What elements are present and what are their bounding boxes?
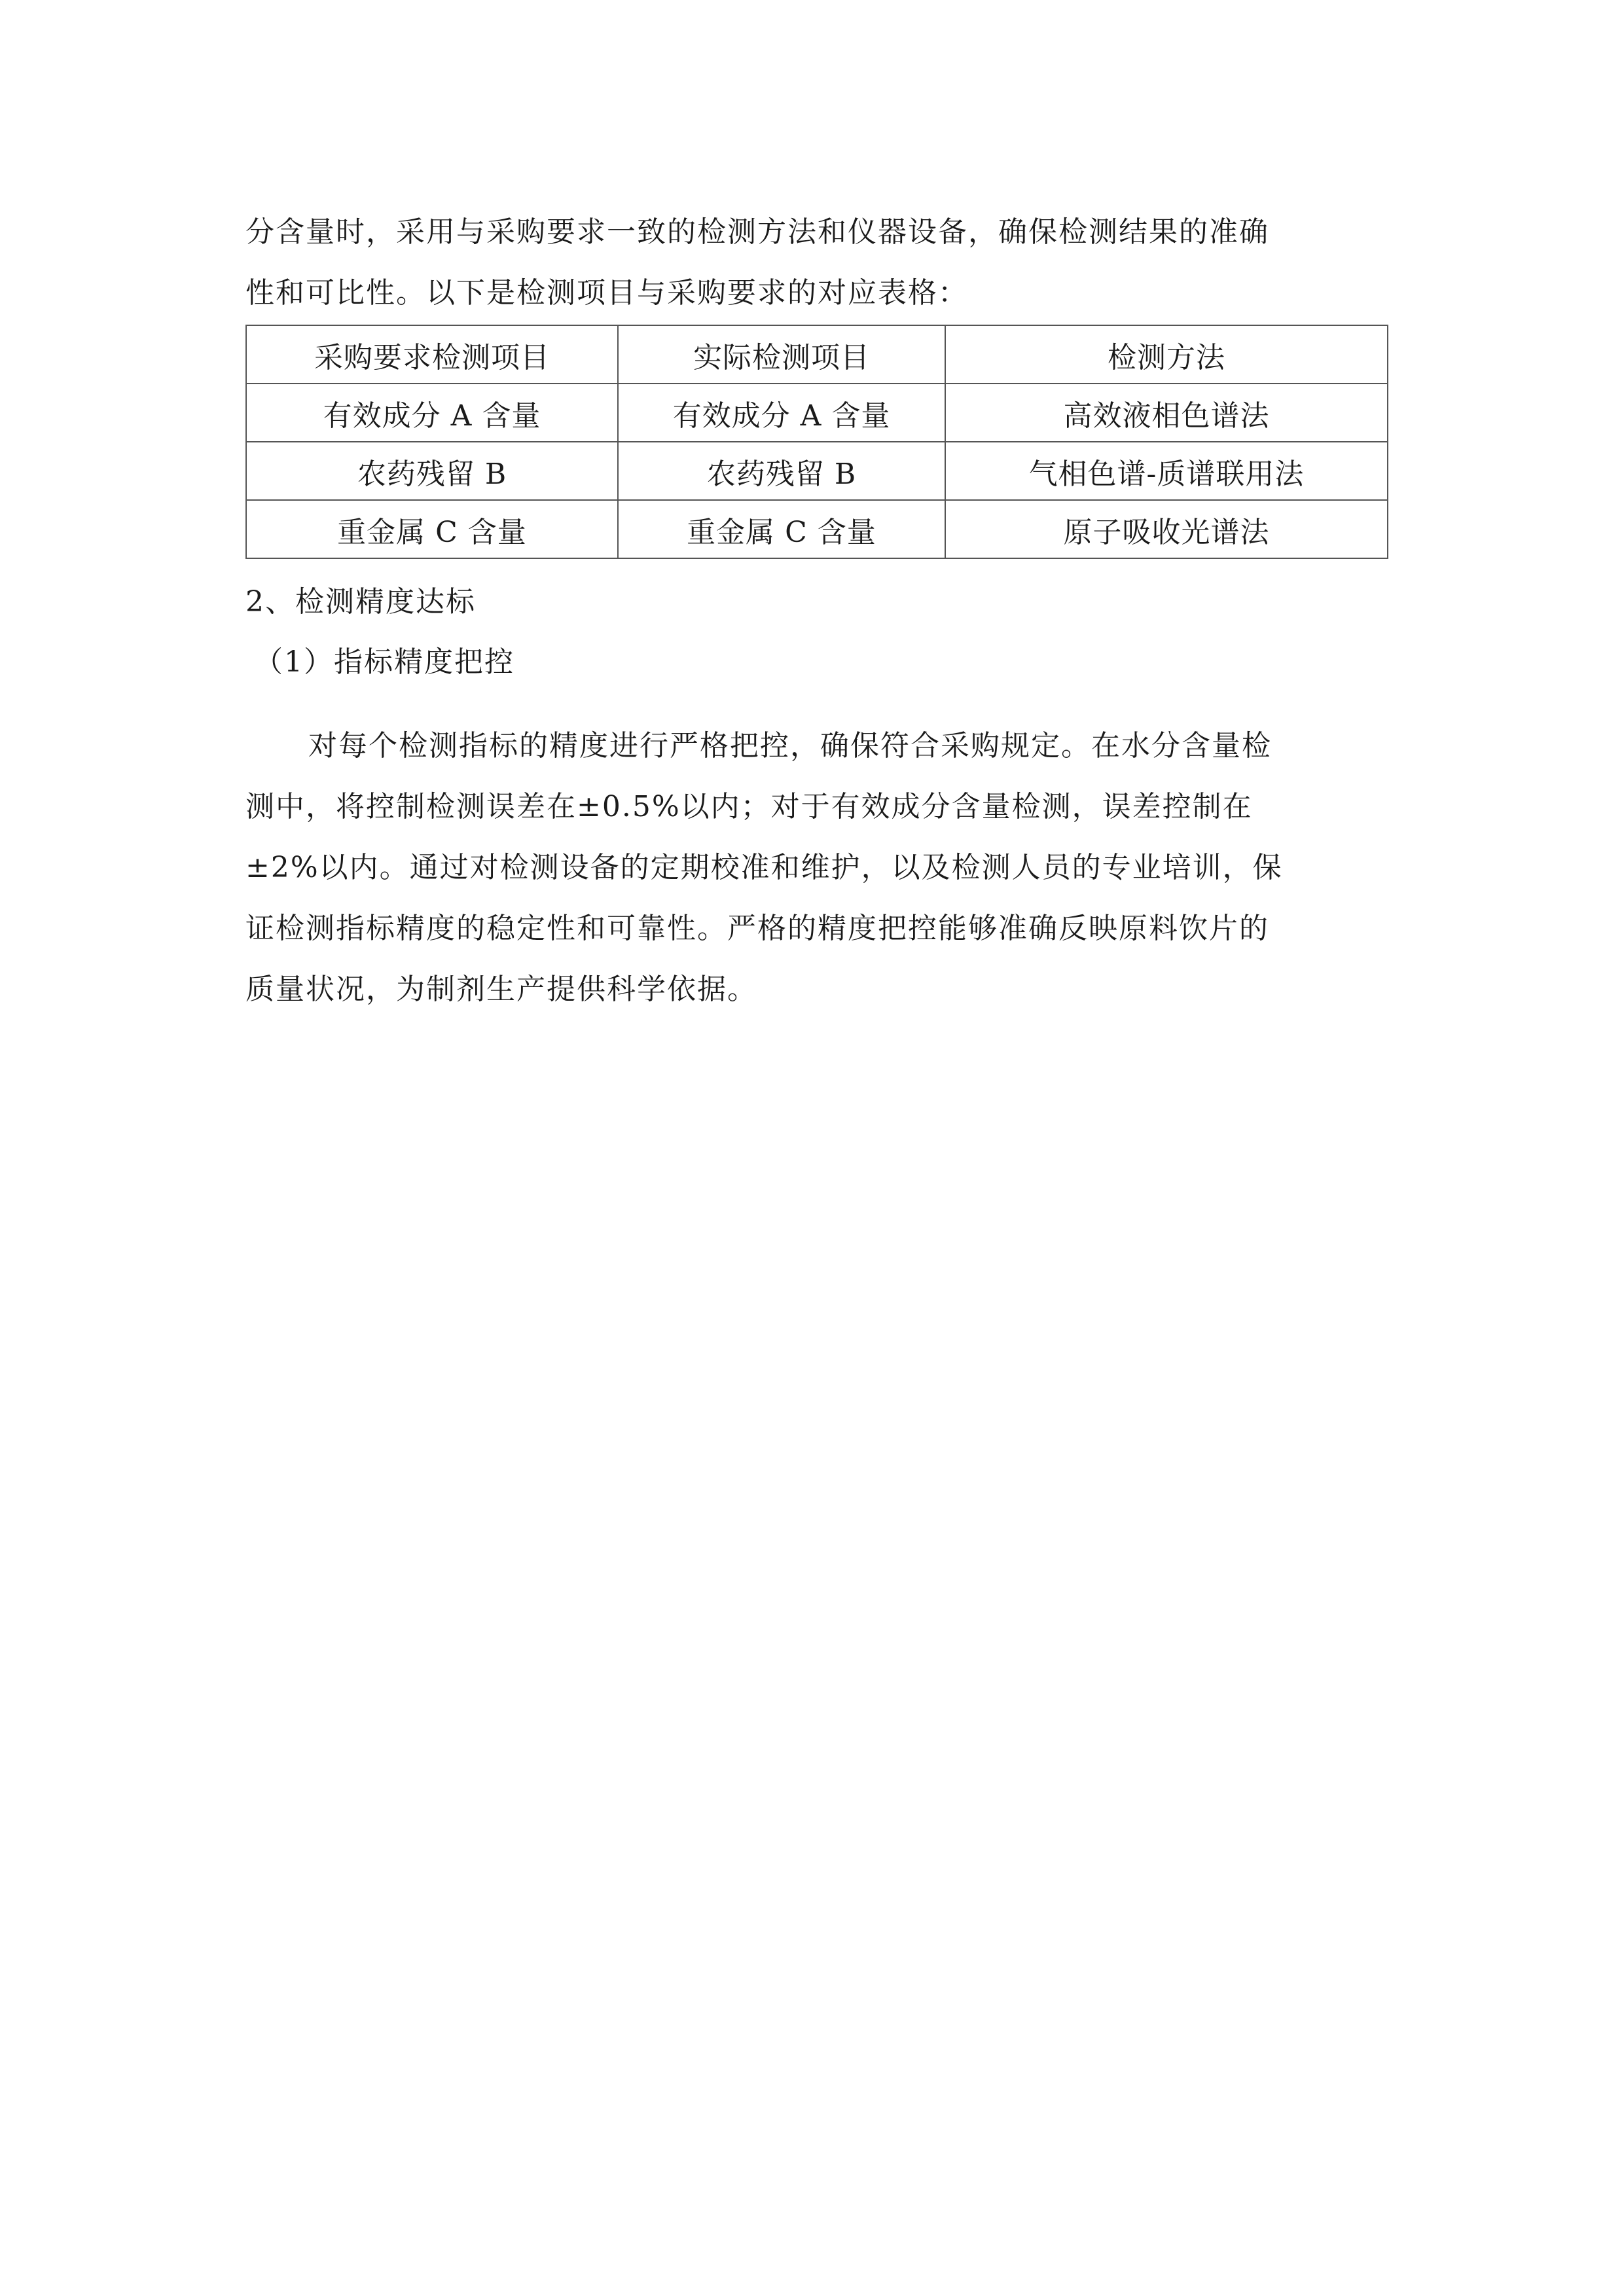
table-cell: 高效液相色谱法 [945, 384, 1388, 442]
paragraph-line: 测中，将控制检测误差在±0.5%以内；对于有效成分含量检测，误差控制在 [245, 790, 1253, 823]
table-header-row [246, 325, 1388, 384]
paragraph-line: 证检测指标精度的稳定性和可靠性。严格的精度把控能够准确反映原料饮片的 [245, 912, 1269, 945]
paragraph-line: ±2%以内。通过对检测设备的定期校准和维护，以及检测人员的专业培训，保 [245, 851, 1283, 884]
intro-text-line-1: 分含量时，采用与采购要求一致的检测方法和仪器设备，确保检测结果的准确 [245, 215, 1269, 249]
table-cell: 有效成分 A 含量 [618, 384, 945, 442]
table-row [246, 384, 1388, 442]
table-header-cell: 实际检测项目 [618, 325, 945, 384]
table-cell: 重金属 C 含量 [618, 500, 945, 558]
table-row [246, 500, 1388, 558]
test-items-table [245, 325, 1388, 559]
section-heading: 2、检测精度达标 [245, 585, 476, 619]
subsection-heading: （1）指标精度把控 [254, 645, 514, 679]
table-cell: 农药残留 B [246, 442, 618, 500]
paragraph-line: 对每个检测指标的精度进行严格把控，确保符合采购规定。在水分含量检 [308, 729, 1272, 762]
table-cell: 气相色谱-质谱联用法 [945, 442, 1388, 500]
table-cell: 原子吸收光谱法 [945, 500, 1388, 558]
table-row [246, 442, 1388, 500]
table-cell: 有效成分 A 含量 [246, 384, 618, 442]
table-cell: 农药残留 B [618, 442, 945, 500]
table-header-cell: 检测方法 [945, 325, 1388, 384]
paragraph-line: 质量状况，为制剂生产提供科学依据。 [245, 973, 757, 1006]
intro-text-line-2: 性和可比性。以下是检测项目与采购要求的对应表格： [245, 276, 968, 310]
body-paragraph [245, 715, 1391, 1020]
table-cell: 重金属 C 含量 [246, 500, 618, 558]
table-header-cell: 采购要求检测项目 [246, 325, 618, 384]
